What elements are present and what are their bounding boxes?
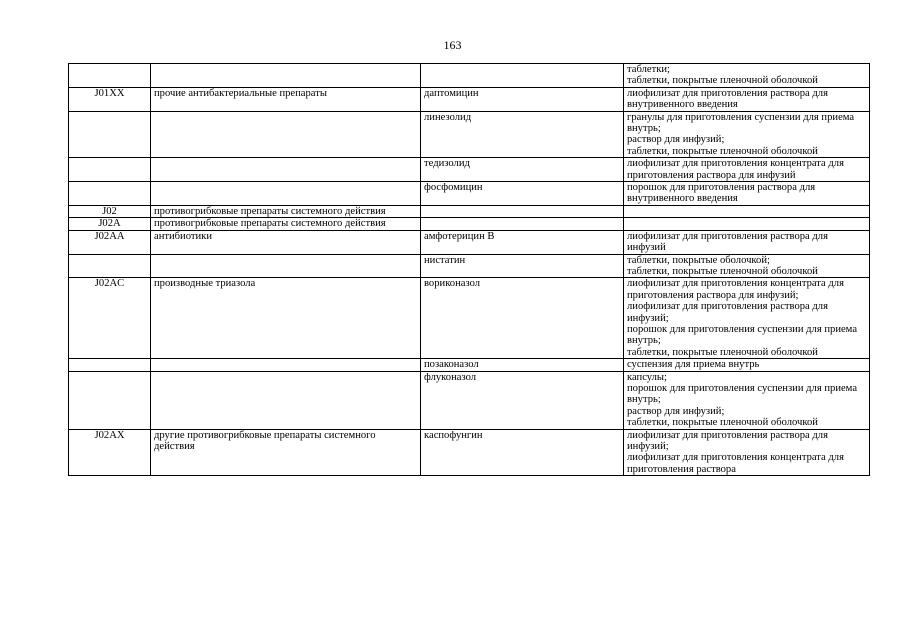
table-row — [69, 359, 870, 371]
drug-name-cell: вориконазол — [421, 278, 624, 359]
atc-code-cell: J01XX — [69, 87, 151, 111]
atc-code-cell — [69, 254, 151, 278]
table-row — [69, 205, 870, 217]
atc-code-cell: J02AA — [69, 230, 151, 254]
drug-name-cell: даптомицин — [421, 87, 624, 111]
group-cell: другие противогрибковые препараты системного действия — [151, 429, 421, 476]
dosage-form-cell: лиофилизат для приготовления концентрата для приготовления раствора для инфузий — [624, 158, 870, 182]
drug-name-cell: линезолид — [421, 111, 624, 158]
dosage-form-cell: лиофилизат для приготовления раствора для внутривенного введения — [624, 87, 870, 111]
group-cell — [151, 359, 421, 371]
dosage-form-cell: таблетки, покрытые оболочкой; таблетки, покрытые пленочной оболочкой — [624, 254, 870, 278]
group-cell — [151, 182, 421, 206]
group-cell: производные триазола — [151, 278, 421, 359]
group-cell — [151, 254, 421, 278]
atc-code-cell — [69, 371, 151, 429]
dosage-form-cell: порошок для приготовления раствора для внутривенного введения — [624, 182, 870, 206]
atc-code-cell: J02A — [69, 218, 151, 230]
dosage-form-cell: гранулы для приготовления суспензии для приема внутрь; раствор для инфузий; таблетки, покрытые пленочной оболочкой — [624, 111, 870, 158]
table-row — [69, 64, 870, 88]
table-row — [69, 429, 870, 476]
dosage-form-cell: лиофилизат для приготовления раствора для инфузий; лиофилизат для приготовления концентрата для приготовления раствора — [624, 429, 870, 476]
atc-code-cell: J02AX — [69, 429, 151, 476]
drug-name-cell — [421, 218, 624, 230]
drug-classification-table — [68, 63, 870, 476]
atc-code-cell — [69, 64, 151, 88]
drug-name-cell: позаконазол — [421, 359, 624, 371]
group-cell: прочие антибактериальные препараты — [151, 87, 421, 111]
atc-code-cell — [69, 111, 151, 158]
atc-code-cell — [69, 182, 151, 206]
atc-code-cell: J02 — [69, 205, 151, 217]
dosage-form-cell: лиофилизат для приготовления концентрата для приготовления раствора для инфузий; лиофилизат для приготовления раствора для инфузий; порошок для приготовления суспензии для приема внутрь; таблетки, покрытые пленочной оболочкой — [624, 278, 870, 359]
drug-name-cell: нистатин — [421, 254, 624, 278]
table-row — [69, 371, 870, 429]
drug-name-cell: амфотерицин B — [421, 230, 624, 254]
table-row — [69, 158, 870, 182]
drug-name-cell: флуконазол — [421, 371, 624, 429]
table-row — [69, 87, 870, 111]
dosage-form-cell — [624, 218, 870, 230]
group-cell — [151, 64, 421, 88]
drug-name-cell — [421, 205, 624, 217]
dosage-form-cell: капсулы; порошок для приготовления суспензии для приема внутрь; раствор для инфузий; таблетки, покрытые пленочной оболочкой — [624, 371, 870, 429]
group-cell: противогрибковые препараты системного действия — [151, 218, 421, 230]
atc-code-cell: J02AC — [69, 278, 151, 359]
dosage-form-cell — [624, 205, 870, 217]
atc-code-cell — [69, 158, 151, 182]
group-cell: антибиотики — [151, 230, 421, 254]
table-row — [69, 182, 870, 206]
group-cell — [151, 371, 421, 429]
dosage-form-cell: таблетки; таблетки, покрытые пленочной оболочкой — [624, 64, 870, 88]
drug-name-cell: тедизолид — [421, 158, 624, 182]
table-row — [69, 230, 870, 254]
group-cell — [151, 158, 421, 182]
table-row — [69, 278, 870, 359]
group-cell: противогрибковые препараты системного действия — [151, 205, 421, 217]
drug-name-cell: фосфомицин — [421, 182, 624, 206]
table-row — [69, 111, 870, 158]
group-cell — [151, 111, 421, 158]
drug-name-cell: каспофунгин — [421, 429, 624, 476]
table-row — [69, 254, 870, 278]
drug-name-cell — [421, 64, 624, 88]
table-row — [69, 218, 870, 230]
page-number: 163 — [443, 38, 462, 52]
dosage-form-cell: лиофилизат для приготовления раствора для инфузий — [624, 230, 870, 254]
atc-code-cell — [69, 359, 151, 371]
dosage-form-cell: суспензия для приема внутрь — [624, 359, 870, 371]
